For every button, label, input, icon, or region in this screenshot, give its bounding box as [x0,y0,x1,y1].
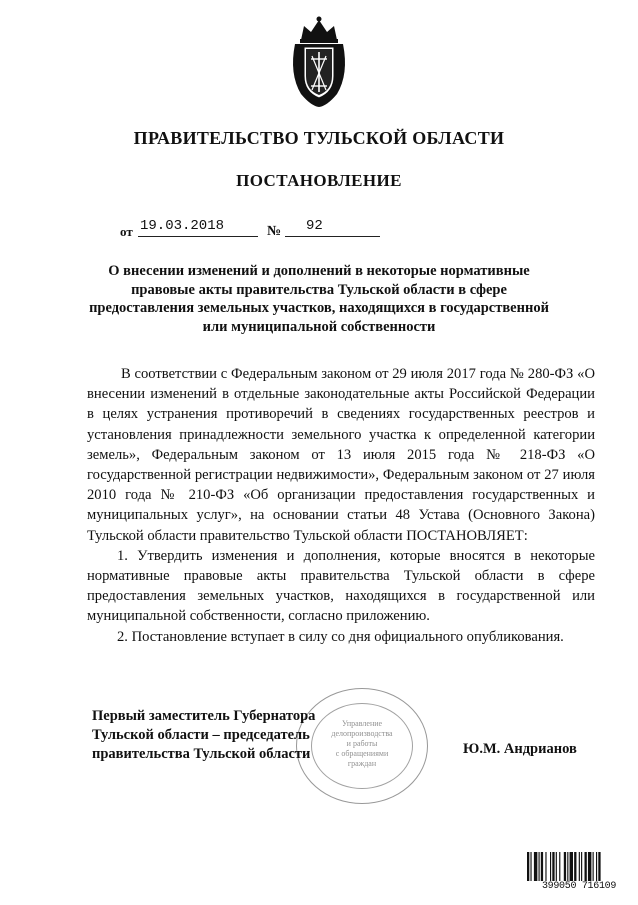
resolution-item-2: 2. Постановление вступает в силу со дня официального опубликования. [117,628,564,645]
barcode-bar [579,852,580,881]
stamp-line: Управление [341,719,383,728]
document-body [87,364,595,647]
number-underline [285,236,380,237]
barcode-number: 399050 716109 [541,881,617,892]
barcode-bar [552,852,554,881]
stamp-line: делопроизводства [331,729,393,738]
position-line: Первый заместитель Губернатора [92,708,316,724]
barcode-bar [585,852,587,881]
barcode-bar [530,852,531,881]
stamp-text [317,719,407,769]
document-subject [80,262,558,336]
official-stamp [296,688,428,804]
date-underline [138,236,258,237]
date-label: от [120,224,133,239]
barcode-bars [526,852,632,881]
barcode-bar [567,852,568,881]
signatory-name: Ю.М. Андрианов [463,741,577,757]
barcode-bar [596,852,597,881]
stamp-line: и работы [346,739,378,748]
barcode-bar [564,852,566,881]
signatory-position [92,707,315,764]
subject-line: или муниципальной собственности [202,318,436,335]
government-title: ПРАВИТЕЛЬСТВО ТУЛЬСКОЙ ОБЛАСТИ [133,128,505,148]
barcode-bar [545,852,546,881]
barcode [526,852,632,892]
stamp-line: с обращениями [335,749,389,758]
barcode-bar [593,852,594,881]
position-line: Тульской области – председатель [92,727,310,743]
barcode-bar [581,852,582,881]
resolution-item-1: 1. Утвердить изменения и дополнения, которые вносятся в некоторые нормативные правовые акты правительства Тульской области в сфере предоставления земельных участков, находящихся в государственной или муниципальной собственности, согласно приложению. [87,547,595,625]
barcode-bar [598,852,600,881]
barcode-bar [570,852,573,881]
barcode-bar [574,852,576,881]
barcode-bar [539,852,540,881]
subject-line: О внесении изменений и дополнений в некоторые нормативные [108,263,530,279]
barcode-bar [527,852,529,881]
barcode-bar [534,852,537,881]
position-line: правительства Тульской области [92,746,311,762]
barcode-bar [550,852,551,881]
barcode-bar [541,852,543,881]
tula-region-emblem [287,14,351,108]
document-date: 19.03.2018 [140,218,225,234]
subject-line: предоставления земельных участков, находящихся в государственной [89,300,549,316]
barcode-bar [559,852,560,881]
number-label: № [267,224,282,239]
barcode-bar [588,852,591,881]
stamp-line: граждан [347,759,377,768]
preamble-paragraph: В соответствии с Федеральным законом от 29 июля 2017 года № 280-ФЗ «О внесении изменений в отдельные законодательные акты Российской Федерации в целях устранения противоречий в сведениях государственных реестров и установления принадлежности земельного участка к определенной категории земель», Федеральным законом от 13 июля 2015 года № 218-ФЗ «О государственной регистрации недвижимости», Федеральным законом от 27 июля 2010 года № 210-ФЗ «Об организации предоставления государственных и муниципальных услуг», на основании статьи 48 Устава (Основного Закона) Тульской области правительство Тульской области ПОСТАНОВЛЯЕТ: [87,366,595,544]
document-number: 92 [306,218,323,234]
document-meta [120,218,420,240]
subject-line: правовые акты правительства Тульской области в сфере [131,281,507,298]
document-type: ПОСТАНОВЛЕНИЕ [236,171,402,190]
barcode-bar [556,852,557,881]
